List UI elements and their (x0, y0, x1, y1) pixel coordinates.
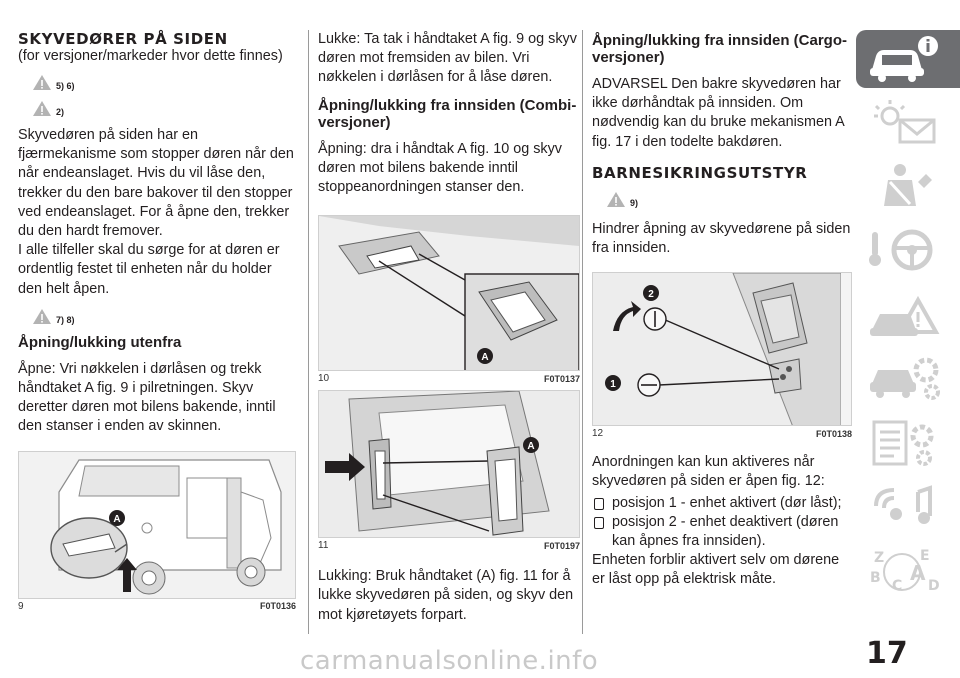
column-divider (582, 30, 583, 634)
chapter-tabs (856, 30, 960, 606)
paragraph: I alle tilfeller skal du sørge for at døren er ordentlig festet til enheten når du holder den helt åpen. (18, 242, 280, 297)
tab-starting-driving[interactable] (856, 222, 960, 280)
column-divider (308, 30, 309, 634)
paragraph: Åpne: Vri nøkkelen i dørlåsen og trekk håndtaket A fig. 9 i pilretningen. Skyv deretter døren mot bilens bakende, inntil den stanser i enden av skinnen. (18, 360, 276, 435)
svg-text:C: C (892, 578, 903, 594)
bullet-box-icon (594, 517, 604, 529)
warning-icon (32, 74, 52, 91)
paragraph: Åpning: dra i håndtak A fig. 10 og skyv døren mot bilens bakende inntil stoppeanordningen stanser den. (318, 140, 563, 196)
sub-heading: Åpning/lukking fra innsiden (Cargo-versjoner) (592, 32, 847, 66)
light-warning-icon (866, 98, 946, 148)
tab-car-info[interactable] (856, 30, 960, 88)
steering-wheel-icon (866, 226, 946, 276)
figure-10 (318, 215, 580, 371)
figure-number: 12 (592, 428, 604, 440)
child-lock-illustration (593, 273, 841, 426)
figure-11 (318, 390, 580, 538)
watermark: carmanualsonline.info (300, 646, 599, 676)
svg-text:A: A (481, 352, 489, 364)
inner-handle-illustration (319, 216, 579, 371)
column-3 (592, 30, 852, 590)
svg-text:A: A (910, 561, 926, 585)
figure-code: F0T0197 (543, 540, 580, 551)
sub-heading: Åpning/lukking fra innsiden (Combi-versjoner) (318, 96, 577, 131)
paragraph: ADVARSEL Den bakre skyvedøren har ikke dørhåndtak på innsiden. Om nødvendig kan du bruke mekanismen A fig. 17 i den todelte bakdøren. (592, 76, 844, 150)
warning-ref: 9) (592, 188, 852, 208)
svg-text:B: B (870, 570, 881, 586)
warning-ref: 7) 8) (18, 305, 296, 325)
tab-multimedia[interactable] (856, 478, 960, 536)
svg-text:2: 2 (648, 289, 654, 301)
svg-text:Z: Z (874, 550, 885, 566)
section-subnote: (for versjoner/markeder hvor dette finnes) (18, 48, 283, 64)
svg-text:A: A (527, 441, 535, 453)
bullet-box-icon (594, 498, 604, 510)
warning-ref: 2) (18, 97, 296, 117)
section-heading: SKYVEDØRER PÅ SIDEN (18, 30, 228, 48)
tab-emergency[interactable] (856, 286, 960, 344)
paragraph: Skyvedøren på siden har en fjærmekanisme som stopper døren når den når endeanslaget. Hvis du vil låse den, trekker du den bare bakover til den stopper ved endeanslaget. For å åpne den, trekker du den hardt fremover. (18, 127, 294, 240)
van-side-door-illustration (19, 452, 295, 599)
svg-text:A: A (113, 513, 121, 525)
figure-code: F0T0137 (543, 373, 580, 384)
list-item: posisjon 1 - enhet aktivert (dør låst); (592, 494, 852, 513)
figure-number: 9 (18, 600, 24, 612)
figure-9 (18, 451, 296, 599)
sub-heading: Åpning/lukking utenfra (18, 333, 182, 351)
warning-icon (32, 100, 52, 117)
tab-lights-warnings[interactable] (856, 94, 960, 152)
figure-number: 10 (318, 373, 330, 385)
tab-maintenance[interactable] (856, 350, 960, 408)
page-number: 17 (866, 636, 908, 671)
column-1 (18, 30, 296, 612)
column-2 (318, 30, 580, 625)
figure-caption (592, 428, 852, 439)
tab-index[interactable] (856, 542, 960, 600)
paragraph: Lukking: Bruk håndtaket (A) fig. 11 for å lukke skyvedøren på siden, og skyv den mot kjøretøyets forpart. (318, 568, 574, 623)
svg-text:D: D (928, 578, 940, 594)
alphabetical-index-icon (866, 546, 946, 596)
figure-12 (592, 272, 852, 426)
section-heading: BARNESIKRINGSUTSTYR (592, 163, 808, 182)
closing-handle-illustration (319, 391, 579, 538)
car-info-icon (866, 34, 946, 84)
list-item: posisjon 2 - enhet deaktivert (døren kan åpnes fra innsiden). (592, 513, 852, 551)
figure-caption (318, 540, 580, 551)
warning-ref: 5) 6) (18, 71, 296, 91)
tab-technical-data[interactable] (856, 414, 960, 472)
paragraph: Anordningen kan kun aktiveres når skyvedøren på siden er åpen fig. 12: (592, 454, 825, 490)
paragraph: Enheten forblir aktivert selv om dørene er låst opp på elektrisk måte. (592, 552, 840, 588)
seat-belt-icon (866, 162, 946, 212)
warning-icon (606, 191, 626, 208)
paragraph: Hindrer åpning av skyvedørene på siden fra innsiden. (592, 220, 851, 257)
warning-icon (32, 308, 52, 325)
figure-code: F0T0136 (259, 601, 296, 612)
svg-text:E: E (920, 548, 930, 564)
figure-caption (318, 373, 580, 384)
svg-text:1: 1 (610, 379, 616, 391)
paragraph: Lukke: Ta tak i håndtaket A fig. 9 og skyv døren mot fremsiden av bilen. Vri nøkkelen i dørlåsen for å låse døren. (318, 31, 577, 86)
figure-number: 11 (318, 540, 329, 552)
specifications-icon (866, 418, 946, 468)
figure-code: F0T0138 (815, 428, 852, 439)
multimedia-icon (866, 482, 946, 532)
tab-safety[interactable] (856, 158, 960, 216)
maintenance-icon (866, 354, 946, 404)
figure-caption (18, 601, 296, 612)
warning-triangle-icon (866, 290, 946, 340)
